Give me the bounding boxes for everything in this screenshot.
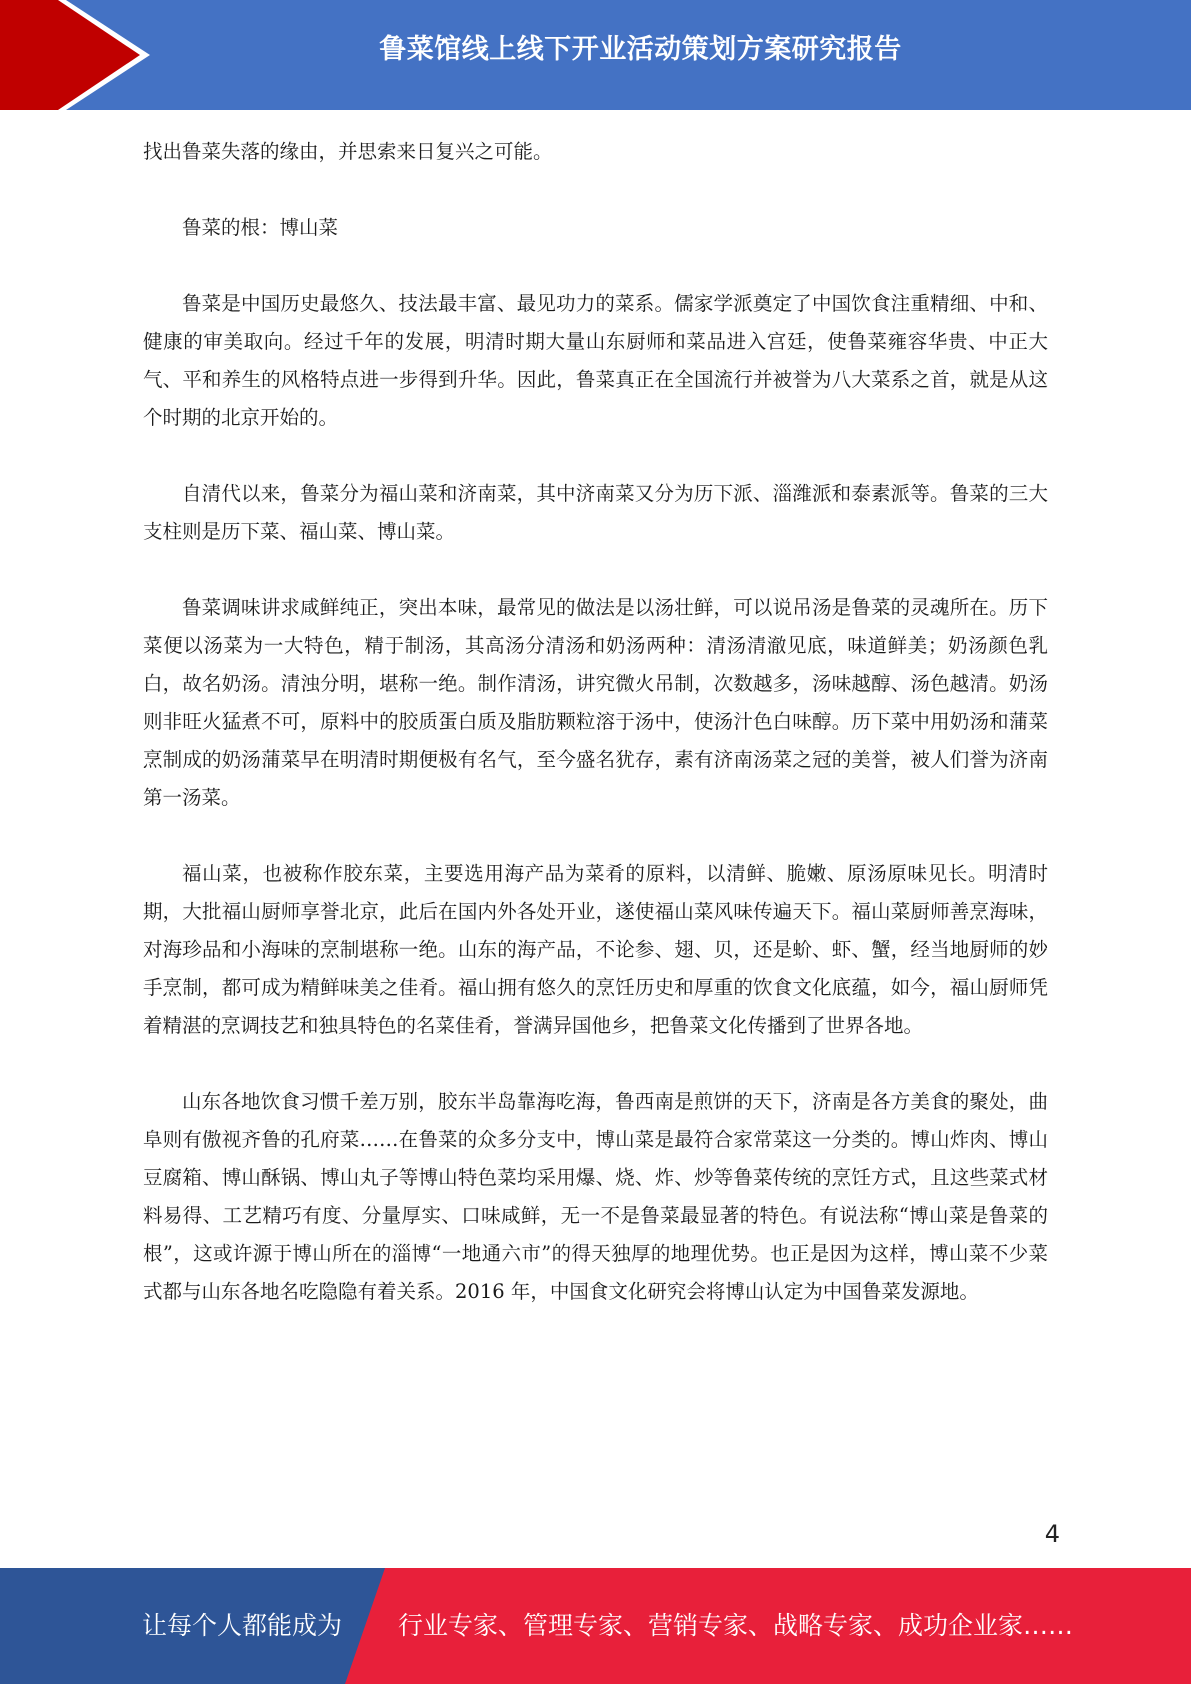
document-title: 鲁菜馆线上线下开业活动策划方案研究报告 xyxy=(379,34,902,65)
footer-slogan-left: 让每个人都能成为 xyxy=(142,1611,343,1640)
paragraph: 鲁菜调味讲求咸鲜纯正，突出本味，最常见的做法是以汤壮鲜，可以说吊汤是鲁菜的灵魂所在。历下菜便以汤菜为一大特色，精于制汤，其高汤分清汤和奶汤两种：清汤清澈见底，味道鲜美；奶汤颜色乳白，故名奶汤。清浊分明，堪称一绝。制作清汤，讲究微火吊制，次数越多，汤味越醇、汤色越清。奶汤则非旺火猛煮不可，原料中的胶质蛋白质及脂肪颗粒溶于汤中，使汤汁色白味醇。历下菜中用奶汤和蒲菜烹制成的奶汤蒲菜早在明清时期便极有名气，至今盛名犹存，素有济南汤菜之冠的美誉，被人们誉为济南第一汤菜。 xyxy=(143,596,1048,809)
paragraph: 山东各地饮食习惯千差万别，胶东半岛靠海吃海，鲁西南是煎饼的天下，济南是各方美食的聚处，曲阜则有傲视齐鲁的孔府菜……在鲁菜的众多分支中，博山菜是最符合家常菜这一分类的。博山炸肉、博山豆腐箱、博山酥锅、博山丸子等博山特色菜均采用爆、烧、炸、炒等鲁菜传统的烹饪方式，且这些菜式材料易得、工艺精巧有度、分量厚实、口味咸鲜，无一不是鲁菜最显著的特色。有说法称“博山菜是鲁菜的根”，这或许源于博山所在的淄博“一地通六市”的得天独厚的地理优势。也正是因为这样，博山菜不少菜式都与山东各地名吃隐隐有着关系。2016 年，中国食文化研究会将博山认定为中国鲁菜发源地。 xyxy=(143,1090,1048,1303)
paragraph: 鲁菜是中国历史最悠久、技法最丰富、最见功力的菜系。儒家学派奠定了中国饮食注重精细、中和、健康的审美取向。经过千年的发展，明清时期大量山东厨师和菜品进入宫廷，使鲁菜雍容华贵、中正大气、平和养生的风格特点进一步得到升华。因此，鲁菜真正在全国流行并被誉为八大菜系之首，就是从这个时期的北京开始的。 xyxy=(143,292,1048,429)
page-footer xyxy=(0,1568,1191,1684)
section-heading: 鲁菜的根：博山菜 xyxy=(182,216,339,239)
page-number: 4 xyxy=(1044,1520,1060,1548)
footer-slogan-right: 行业专家、管理专家、营销专家、战略专家、成功企业家…… xyxy=(398,1611,1074,1640)
paragraph: 福山菜，也被称作胶东菜，主要选用海产品为菜肴的原料，以清鲜、脆嫩、原汤原味见长。明清时期，大批福山厨师享誉北京，此后在国内外各处开业，遂使福山菜风味传遍天下。福山菜厨师善烹海味，对海珍品和小海味的烹制堪称一绝。山东的海产品，不论参、翅、贝，还是蚧、虾、蟹，经当地厨师的妙手烹制，都可成为精鲜味美之佳肴。福山拥有悠久的烹饪历史和厚重的饮食文化底蕴，如今，福山厨师凭着精湛的烹调技艺和独具特色的名菜佳肴，誉满异国他乡，把鲁菜文化传播到了世界各地。 xyxy=(143,862,1048,1037)
paragraph: 自清代以来，鲁菜分为福山菜和济南菜，其中济南菜又分为历下派、淄潍派和泰素派等。鲁菜的三大支柱则是历下菜、福山菜、博山菜。 xyxy=(143,482,1048,543)
report-body xyxy=(143,133,1048,1349)
red-chevron-decoration xyxy=(0,0,160,110)
page-header xyxy=(0,0,1191,110)
paragraph-continuation: 找出鲁菜失落的缘由，并思索来日复兴之可能。 xyxy=(143,140,553,163)
